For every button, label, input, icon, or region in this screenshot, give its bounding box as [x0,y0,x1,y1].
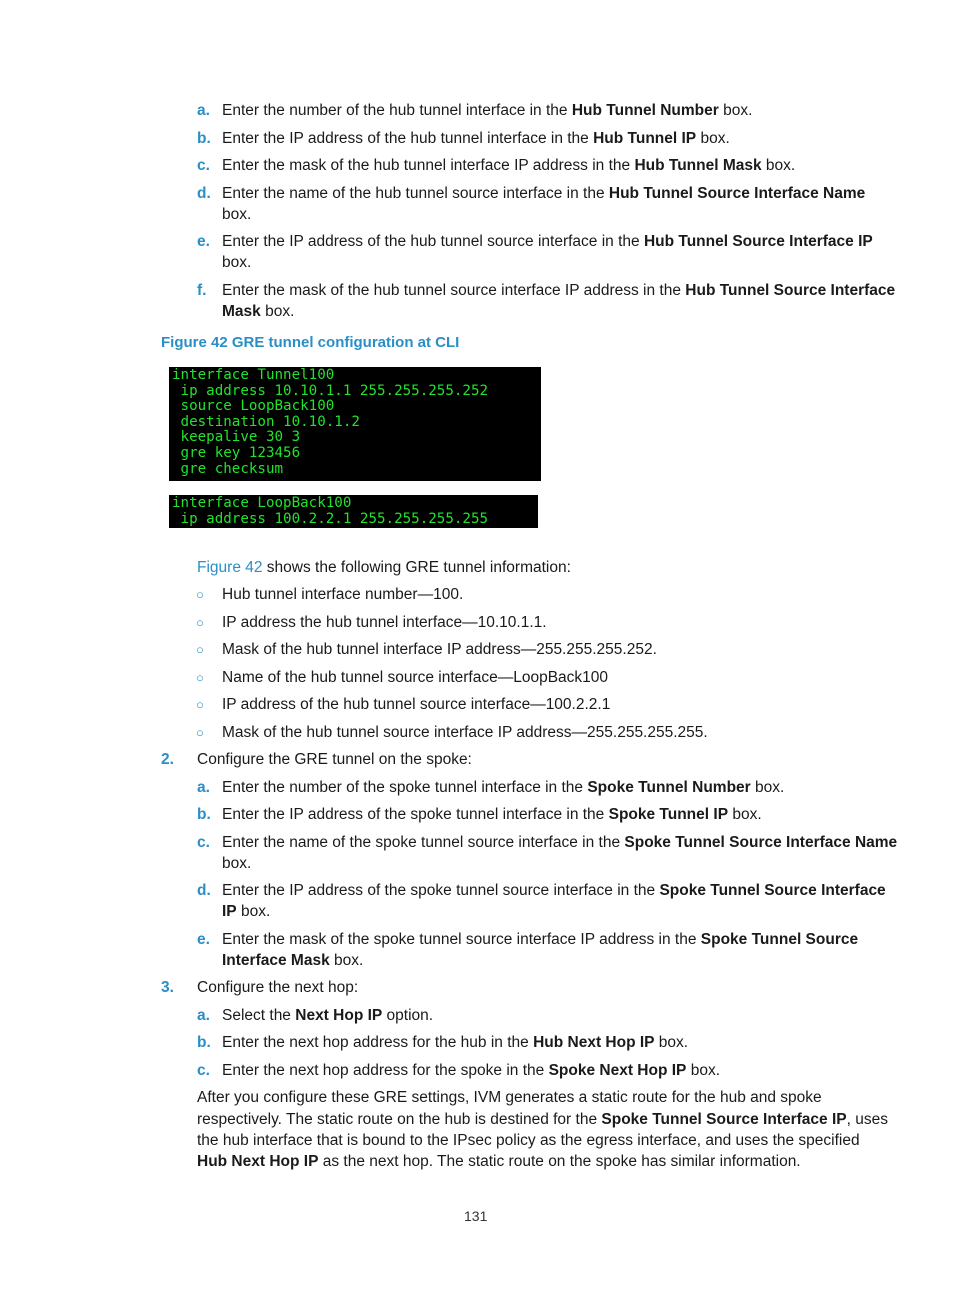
substep-marker: b. [197,1034,211,1051]
substep-marker: c. [197,1062,210,1079]
bullet-icon: ○ [196,587,204,602]
substep-text: Enter the number of the hub tunnel interface in the Hub Tunnel Number box. [222,102,753,119]
substep-text: Enter the IP address of the hub tunnel source interface in the Hub Tunnel Source Interface IP [222,233,873,250]
substep-marker: c. [197,157,210,174]
bullet-icon: ○ [196,670,204,685]
substep-text: Enter the name of the hub tunnel source interface in the Hub Tunnel Source Interface Name [222,185,866,202]
cli-line: source LoopBack100 [172,398,335,415]
substep-text-continued: IP box. [222,903,271,920]
closing-line-2: respectively. The static route on the hub is destined for the Spoke Tunnel Source Interface IP, uses [197,1111,888,1128]
cli-line: interface LoopBack100 [172,495,352,511]
substep-text: Enter the next hop address for the spoke in the Spoke Next Hop IP box. [222,1062,720,1079]
substep-marker: e. [197,931,210,948]
bullet-icon: ○ [196,725,204,740]
bullet-icon: ○ [196,642,204,657]
cli-line: destination 10.10.1.2 [172,413,360,430]
substep-marker: d. [197,882,211,899]
substep-marker: f. [197,282,207,299]
page-number: 131 [464,1208,488,1224]
substep-marker: c. [197,834,210,851]
substep-text-continued: box. [222,206,252,223]
substep-text-continued: Mask box. [222,303,295,320]
substep-marker: a. [197,779,210,796]
substep-text: Enter the mask of the spoke tunnel source interface IP address in the Spoke Tunnel Source [222,931,859,948]
info-item: Name of the hub tunnel source interface—LoopBack100 [222,669,609,686]
substep-text: Enter the IP address of the spoke tunnel source interface in the Spoke Tunnel Source Interface [222,882,886,899]
info-item: Mask of the hub tunnel source interface IP address—255.255.255.255. [222,724,708,741]
substep-marker: e. [197,233,210,250]
figure-link[interactable]: Figure 42 [197,559,263,576]
cli-config-tunnel [169,367,541,481]
figure-intro: Figure 42 shows the following GRE tunnel information: [197,559,571,576]
substep-text-continued: box. [222,855,252,872]
figure-caption: Figure 42 GRE tunnel configuration at CLI [161,334,460,351]
substep-marker: b. [197,130,211,147]
substep-text: Enter the number of the spoke tunnel interface in the Spoke Tunnel Number box. [222,779,785,796]
step-2-number: 2. [161,751,174,768]
bullet-icon: ○ [196,615,204,630]
substep-text: Enter the name of the spoke tunnel source interface in the Spoke Tunnel Source Interface Name [222,834,898,851]
info-item: Hub tunnel interface number—100. [222,586,464,603]
step-3-text: Configure the next hop: [197,979,359,996]
info-item: Mask of the hub tunnel interface IP address—255.255.255.252. [222,641,657,658]
cli-line: keepalive 30 3 [172,429,301,446]
substep-marker: b. [197,806,211,823]
closing-line-3: the hub interface that is bound to the IPsec policy as the egress interface, and uses the specified [197,1132,860,1149]
cli-line: ip address 10.10.1.1 255.255.255.252 [172,382,489,399]
substep-text-continued: box. [222,254,252,271]
cli-line: ip address 100.2.2.1 255.255.255.255 [172,510,489,527]
step-2-text: Configure the GRE tunnel on the spoke: [197,751,472,768]
closing-line-4: Hub Next Hop IP as the next hop. The static route on the spoke has similar information. [197,1153,801,1170]
substep-text: Enter the mask of the hub tunnel source interface IP address in the Hub Tunnel Source Interface [222,282,896,299]
info-item: IP address the hub tunnel interface—10.10.1.1. [222,614,547,631]
step-3-number: 3. [161,979,174,996]
substep-marker: a. [197,102,210,119]
info-item: IP address of the hub tunnel source interface—100.2.2.1 [222,696,611,713]
substep-text: Select the Next Hop IP option. [222,1007,434,1024]
cli-line: interface Tunnel100 [172,367,335,383]
substep-text-continued: Interface Mask box. [222,952,364,969]
cli-config-loopback [169,495,538,528]
substep-text: Enter the IP address of the hub tunnel interface in the Hub Tunnel IP box. [222,130,730,147]
substep-text: Enter the mask of the hub tunnel interface IP address in the Hub Tunnel Mask box. [222,157,796,174]
closing-line-1: After you configure these GRE settings, IVM generates a static route for the hub and spoke [197,1089,822,1106]
cli-line: gre key 123456 [172,444,301,461]
substep-text: Enter the IP address of the spoke tunnel interface in the Spoke Tunnel IP box. [222,806,762,823]
substep-text: Enter the next hop address for the hub in the Hub Next Hop IP box. [222,1034,689,1051]
cli-line: gre checksum [172,460,284,477]
substep-marker: d. [197,185,211,202]
bullet-icon: ○ [196,697,204,712]
substep-marker: a. [197,1007,210,1024]
